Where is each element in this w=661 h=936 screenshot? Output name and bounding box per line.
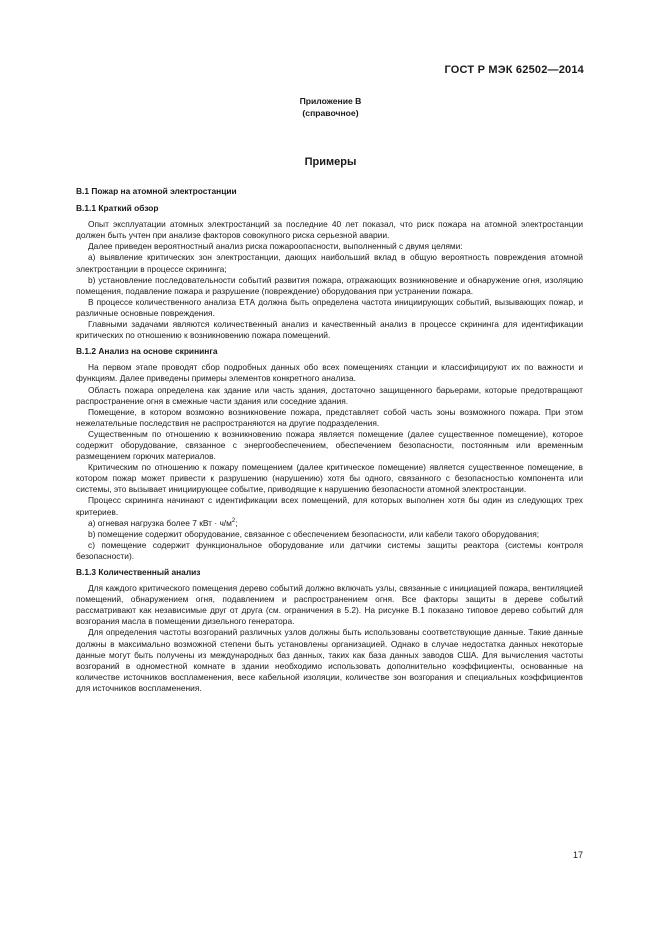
paragraph: Для каждого критического помещения дерево событий должно включать узлы, связанные с инициацией пожара, вентиляцией помещений, обнаружением огня, подавлением и распространением огня. Все факторы защиты в дереве событий рассматривают как независимые друг от друга (см. ограничения в 5.2). На рисунке В.1 показано типовое дерево событий для возгорания масла в помещении дизельного генератора. (76, 583, 583, 627)
criterion-a-superscript: 2 (231, 517, 236, 524)
paragraph: Существенным по отношению к возникновению пожара является помещение (далее существенное помещение), которое содержит оборудование, связанное с энергообеспечением, обеспечением безопасности, постоянным или временным размещением горючих материалов. (76, 428, 583, 462)
paragraph: Процесс скрининга начинают с идентификации всех помещений, для которых выполнен хотя бы один из следующих трех критериев. (76, 495, 583, 517)
document-body (76, 186, 583, 694)
paragraph: Помещение, в котором возможно возникновение пожара, представляет собой часть зоны возможного пожара. При этом нежелательные последствия не распространяются на другие подразделения. (76, 406, 583, 428)
page-number: 17 (572, 850, 583, 860)
appendix-title: Приложение В (299, 96, 362, 106)
page-title: Примеры (304, 156, 357, 168)
paragraph: Область пожара определена как здание или часть здания, достаточно защищенного барьерами, которые предотвращают распространение огня в смежные части здания или соседние здания. (76, 384, 583, 406)
paragraph: Опыт эксплуатации атомных электростанций за последние 40 лет показал, что риск пожара на атомной электростанции должен быть учтен при анализе факторов совокупного риска серьезной аварии. (76, 219, 583, 241)
paragraph: Далее приведен вероятностный анализ риска пожароопасности, выполненный с двумя целями: (88, 241, 463, 252)
paragraph: Для определения частоты возгораний различных узлов должны быть использованы соответствующие данные. Такие данные должны в максимально возможной степени быть установлены организацией. Однако в случае недостатка данных некоторые данные могут быть получены из международных баз данных, таких как база данных заводов США. Для вычисления частоты возгораний в одноместной комнате в здании необходимо использовать дополнительно коэффициенты, основанные на количестве источников воспламенения, весе кабельной изоляции, количестве зон возгорания и специальных коэффициентов для источников воспламенения. (76, 627, 583, 693)
list-item: b) помещение содержит оборудование, связанное с обеспечением безопасности, или кабели такого оборудования; (88, 528, 540, 539)
section-b13-heading: В.1.3 Количественный анализ (76, 567, 201, 577)
paragraph: На первом этапе проводят сбор подробных данных обо всех помещениях станции и классифицируют их по важности и функциям. Далее приведены примеры элементов конкретного анализа. (76, 362, 583, 384)
list-item: с) помещение содержит функциональное оборудование или датчики системы защиты реактора (системы контроля безопасности). (76, 539, 583, 561)
paragraph: В процессе количественного анализа ЕТА должна быть определена частота инициирующих событий, вызывающих пожар, и различные основные повреждения. (76, 296, 583, 318)
section-b1-heading: В.1 Пожар на атомной электростанции (76, 186, 237, 196)
appendix-heading (0, 96, 661, 119)
criterion-a-text: а) огневая нагрузка более 7 кВт · ч/м (88, 517, 232, 528)
list-item: b) установление последовательности событий развития пожара, отражающих возникновение и обнаружение огня, изоляцию помещения, подавление пожара и разрушение (повреждение) оборудования при устранении пожара. (76, 274, 583, 296)
section-b12-heading: В.1.2 Анализ на основе скрининга (76, 346, 218, 357)
criterion-a-end: ; (235, 517, 238, 528)
paragraph: Критическим по отношению к пожару помещением (далее критическое помещение) является существенное помещение, в котором пожар может привести к разрушению (нарушению) хотя бы одного, связанного с безопасностью компонента или системы, это вызывает инициирующее событие, приводящие к нарушению безопасности атомной электростанции. (76, 462, 583, 495)
appendix-note: (справочное) (302, 107, 359, 118)
paragraph: Главными задачами являются количественный анализ и качественный анализ в процессе скрининга для идентификации критических по отношению к возникновению пожара помещений. (76, 319, 583, 341)
section-b11-heading: В.1.1 Краткий обзор (76, 203, 159, 214)
list-item (76, 518, 583, 529)
document-header: ГОСТ Р МЭК 62502—2014 (444, 64, 584, 76)
list-item: а) выявление критических зон электростанции, дающих наибольший вклад в общую вероятность повреждения атомной электростанции в процессе скрининга; (76, 252, 583, 274)
